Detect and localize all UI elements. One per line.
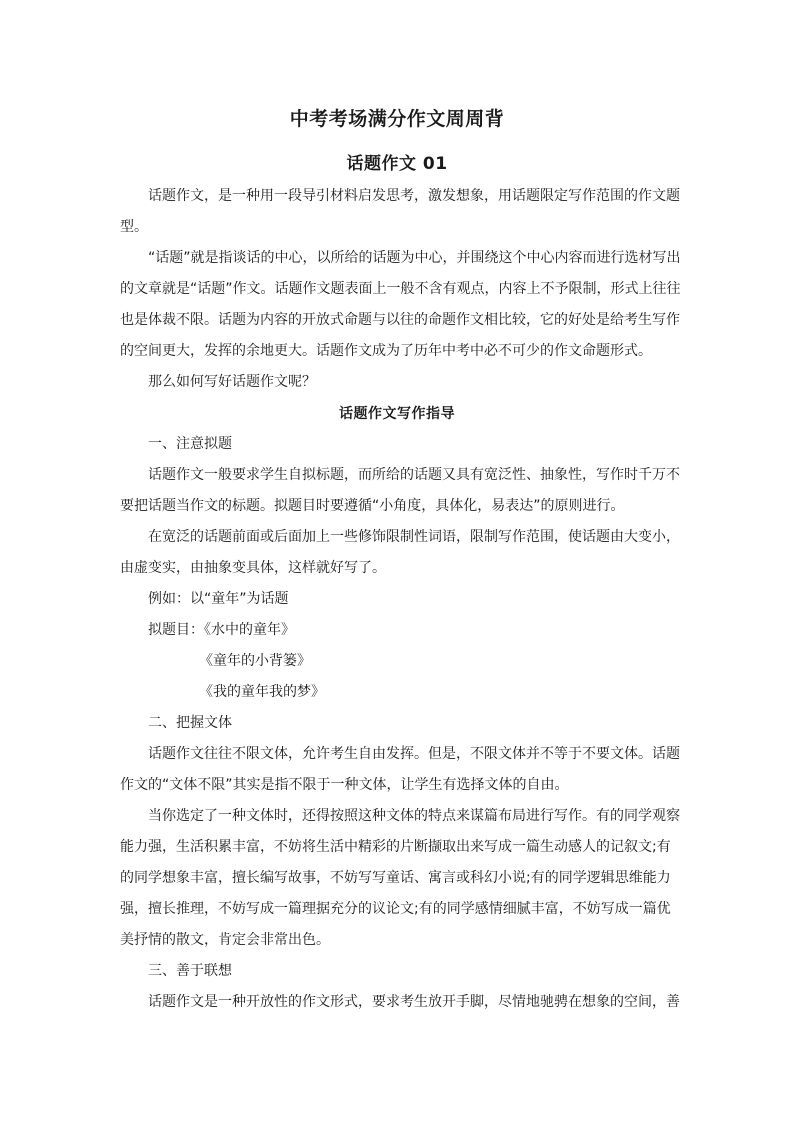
paragraph-line: 话题作文往往不限文体，允许考生自由发挥。但是，不限文体并不等于不要文体。话题 (148, 746, 680, 762)
document-title: 中考考场满分作文周周背 (289, 108, 505, 130)
paragraph-line: 的同学想象丰富，擅长编写故事，不妨写写童话、寓言或科幻小说;有的同学逻辑思维能力 (120, 870, 671, 886)
paragraph-line: 话题作文一般要求学生自拟标题，而所给的话题又具有宽泛性、抽象性，写作时千万不 (148, 467, 680, 483)
paragraph-line: 在宽泛的话题前面或后面加上一些修饰限制性词语，限制写作范围，使话题由大变小， (148, 529, 680, 545)
subheading: 三、善于联想 (148, 963, 232, 979)
paragraph-line: “话题”就是指谈话的中心，以所给的话题为中心，并围绕这个中心内容而进行选材写出 (148, 250, 681, 266)
paragraph-line: 能力强，生活积累丰富，不妨将生活中精彩的片断撷取出来写成一篇生动感人的记叙文;有 (120, 839, 671, 855)
subheading: 一、注意拟题 (148, 436, 232, 452)
paragraph-line: 《童年的小背篓》 (199, 653, 311, 669)
paragraph-line: 《我的童年我的梦》 (199, 684, 325, 700)
paragraph-line: 作文的“文体不限”其实是指不限于一种文体，让学生有选择文体的自由。 (120, 777, 569, 793)
section-heading: 话题作文写作指导 (339, 406, 455, 422)
paragraph-line: 拟题目：《水中的童年》 (148, 622, 295, 638)
paragraph-line: 那么如何写好话题作文呢？ (148, 374, 316, 390)
paragraph-line: 的文章就是“话题”作文。话题作文题表面上一般不含有观点，内容上不予限制，形式上往往 (120, 281, 681, 297)
paragraph-line: 强，擅长推理，不妨写成一篇理据充分的议论文;有的同学感情细腻丰富，不妨写成一篇优 (120, 901, 671, 917)
paragraph-line: 话题作文，是一种用一段导引材料启发思考，激发想象，用话题限定写作范围的作文题 (148, 188, 680, 204)
paragraph-line: 由虚变实，由抽象变具体，这样就好写了。 (120, 560, 386, 576)
paragraph-line: 例如：以“童年”为话题 (148, 591, 289, 607)
paragraph-line: 型。 (120, 219, 148, 235)
paragraph-line: 要把话题当作文的标题。拟题目时要遵循“小角度，具体化，易表达”的原则进行。 (120, 498, 625, 514)
paragraph-line: 话题作文是一种开放性的作文形式，要求考生放开手脚，尽情地驰骋在想象的空间，善 (148, 994, 680, 1010)
document-subtitle: 话题作文 01 (346, 154, 448, 174)
paragraph-line: 当你选定了一种文体时，还得按照这种文体的特点来谋篇布局进行写作。有的同学观察 (148, 808, 680, 824)
paragraph-line: 的空间更大，发挥的余地更大。话题作文成为了历年中考中必不可少的作文命题形式。 (120, 343, 652, 359)
paragraph-line: 也是体裁不限。话题为内容的开放式命题与以往的命题作文相比较，它的好处是给考生写作 (120, 312, 680, 328)
paragraph-line: 美抒情的散文，肯定会非常出色。 (120, 932, 330, 948)
subheading: 二、把握文体 (148, 715, 232, 731)
